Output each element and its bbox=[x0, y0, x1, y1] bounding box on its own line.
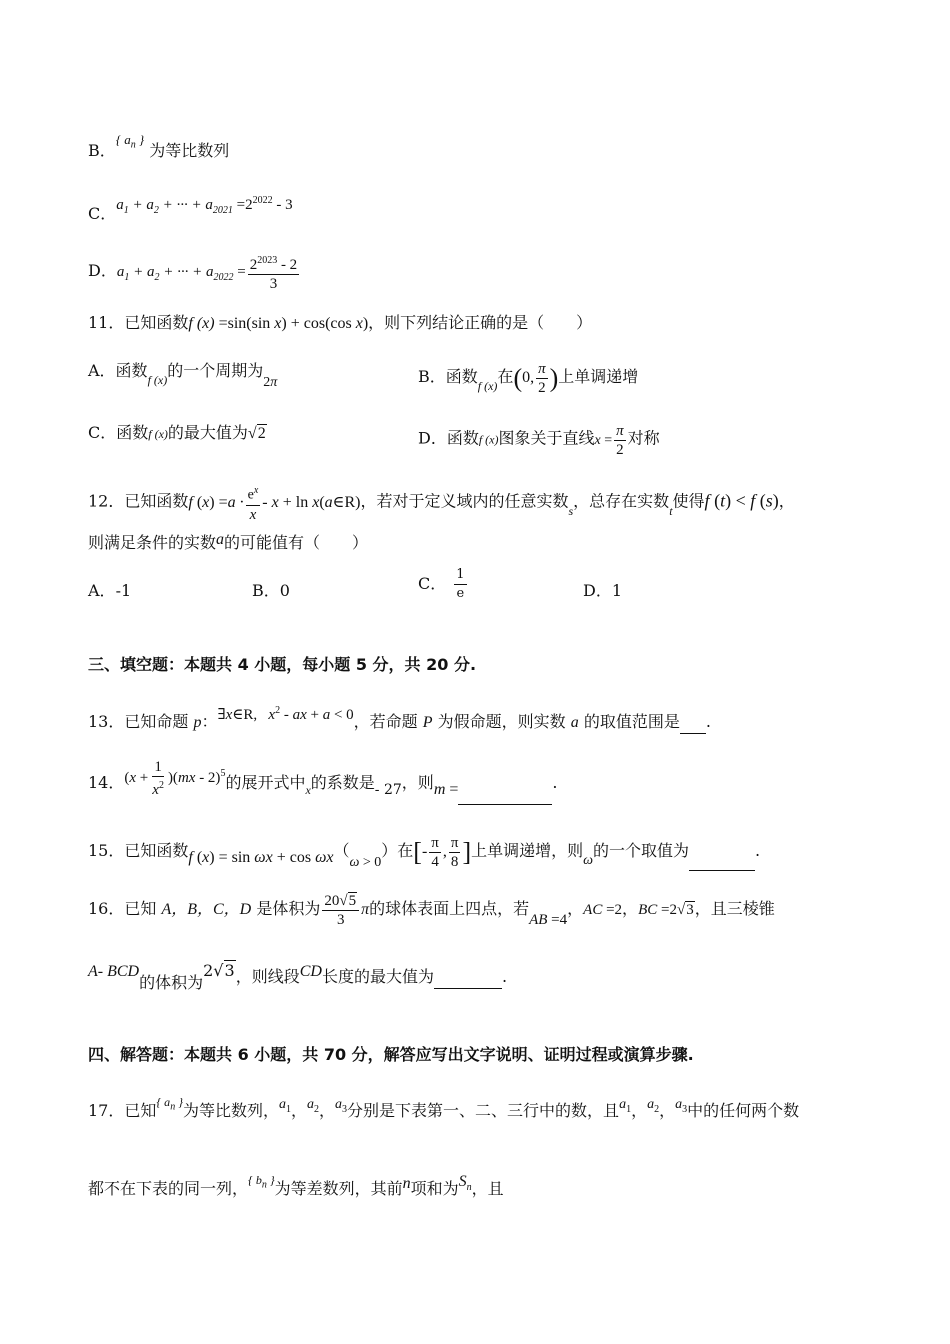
math-m-eq: m = bbox=[433, 780, 459, 798]
q17-line1: 17．已知$^{\{ a_n \}}$为等比数列，$a_1$，$a_2$，$a_3$分别是下表第一、二、三行中的数，且$a_1$，$a_2$，$a_3$中的任何两个数 bbox=[88, 1095, 800, 1120]
q17-line2: 都不在下表的同一列，$^{\{ b_n \}}$为等差数列，其前n项和为$S_n$，且 bbox=[88, 1173, 504, 1198]
math-fx: f (x) bbox=[477, 379, 498, 394]
math-a1-a2-a3: $a_1$ bbox=[279, 1097, 292, 1115]
math-a1-a2-a3-b: $a_1$ bbox=[619, 1097, 632, 1115]
math-cd: CD bbox=[299, 963, 322, 980]
math-f-exp: f (x) =a · $\frac{e^x}{x}$ - x + ln x(a∈R) bbox=[188, 494, 360, 511]
q16-line1: 16．已知 A，B，C，D 是体积为 $\frac{20√5}{3}$ π的球体表面上四点，若AB =4，AC =2，BC =2√3，且三棱锥 bbox=[88, 893, 775, 929]
q11-option-c: C．函数f (x)的最大值为√2 bbox=[88, 423, 266, 442]
q15: 15．已知函数f (x) = sin ωx + cos ωx（ω > 0）在[- $\frac{\pi}{4}$ , $\frac{\pi}{8}$ ]上单调递增，则ω的一个取值为 . bbox=[88, 835, 761, 871]
math-exists-x: ∃x∈R, $x^2$ - ax + a < 0 bbox=[217, 705, 354, 723]
math-a: a bbox=[216, 531, 225, 548]
q12-stem: 12．已知函数f (x) =a · $\frac{e^x}{x}$ - x + ln x(a∈R)，若对于定义域内的任意实数$_s$，总存在实数$_t$使得f (t) < f (s)， bbox=[88, 482, 795, 524]
q14: 14．(x + $\frac{1}{x^2}$ )(mx - 2)$^5$的展开式中$_x$的系数是- 27，则m = . bbox=[88, 764, 558, 805]
math-interval-pi: [- $\frac{\pi}{4}$ , $\frac{\pi}{8}$ ] bbox=[413, 835, 472, 870]
math-t: t bbox=[669, 503, 673, 518]
q12-option-c: C． $\frac{1}{e}$ bbox=[418, 567, 465, 601]
math-bn-set: { bn } bbox=[248, 1173, 275, 1191]
q16-line2: A- BCD的体积为2√3，则线段CD长度的最大值为 . bbox=[88, 961, 508, 992]
math-ac-eq-2: AC =2 bbox=[583, 902, 623, 919]
q10-option-d: D．$a_1 + a_2$ + ··· + $a_{2022}$ = $\frac{2^{2023} - 2}{3}$ bbox=[88, 252, 301, 293]
q12-option-a: A．-1 bbox=[88, 581, 132, 600]
math-sum-2022: $a_1 + a_2$ + ··· + $a_{2022}$ = $\frac{2^{2023} - 2}{3}$ bbox=[117, 264, 301, 280]
q12-option-d: D．1 bbox=[583, 581, 623, 600]
math-2sqrt3: 2√3 bbox=[203, 961, 235, 980]
answer-blank[interactable] bbox=[680, 733, 706, 734]
math-fx: f (x) bbox=[147, 373, 168, 387]
math-omega-gt-0: ω > 0 bbox=[349, 855, 382, 871]
math-binomial: (x + $\frac{1}{x^2}$ )(mx - 2)$^5$ bbox=[124, 759, 226, 798]
q13: 13．已知命题 p：∃x∈R, $x^2$ - ax + a < 0，若命题 P 为假命题，则实数 a 的取值范围是 . bbox=[88, 708, 711, 734]
math-neg27: - 27 bbox=[374, 781, 402, 798]
answer-blank[interactable] bbox=[458, 804, 552, 805]
math-bc-eq-2sqrt3: BC =2√3 bbox=[638, 902, 694, 919]
math-s: s bbox=[568, 503, 574, 518]
q12-option-b: B．0 bbox=[252, 581, 290, 600]
math-sphere-volume: $\frac{20√5}{3}$ π bbox=[324, 893, 370, 928]
q10-option-c: C．$a_1 + a_2$ + ··· + $a_{2021} =2^{2022} - 3$ bbox=[88, 195, 293, 223]
section-answer-heading: 四、解答题：本题共 6 小题，共 70 分，解答应写出文字说明、证明过程或演算步骤. bbox=[88, 1045, 694, 1064]
math-omega: ω bbox=[583, 853, 594, 869]
math-f-sin-omega: f (x) = sin ωx + cos ωx bbox=[188, 849, 334, 867]
math-ft-lt-fs: f (t) < f (s) bbox=[704, 490, 779, 511]
q11-stem: 11．已知函数f (x) =sin(sin x) + cos(cos x)，则下列结论正确的是（ ） bbox=[88, 313, 593, 332]
section-fill-in-heading: 三、填空题：本题共 4 小题，每小题 5 分，共 20 分. bbox=[88, 655, 477, 674]
q11-option-b: B．函数$_{f (x)}$在(0, $\frac{\pi}{2}$ )上单调递增 bbox=[418, 361, 639, 396]
math-an-set: { an } bbox=[156, 1095, 183, 1113]
q10-option-b: B．$^{\{ a_n \}}$ 为等比数列 bbox=[88, 132, 230, 160]
q11-option-a: A．函数$_{f (x)}$的一个周期为2π bbox=[88, 361, 278, 390]
math-x: x bbox=[305, 782, 311, 797]
math-an-set: { an } bbox=[115, 132, 145, 151]
answer-blank[interactable] bbox=[689, 870, 755, 871]
math-fx: f (x) bbox=[478, 432, 499, 447]
answer-blank[interactable] bbox=[434, 988, 502, 989]
math-1-over-e: $\frac{1}{e}$ bbox=[456, 567, 465, 601]
math-interval-0-pi2: (0, $\frac{\pi}{2}$ ) bbox=[513, 361, 559, 396]
math-a-bcd: A- BCD bbox=[88, 963, 140, 980]
math-n: n bbox=[402, 1175, 411, 1192]
math-sqrt2: √2 bbox=[247, 425, 266, 442]
math-fx: f (x) bbox=[148, 427, 168, 441]
math-sn: $S_n$ bbox=[458, 1173, 472, 1194]
math-ab-eq-4: AB =4 bbox=[529, 912, 568, 929]
math-f-sin-cos: f (x) =sin(sin x) + cos(cos x) bbox=[188, 315, 369, 332]
q12-line2: 则满足条件的实数a的可能值有（ ） bbox=[88, 531, 369, 552]
math-2pi: 2π bbox=[263, 375, 278, 390]
math-x-eq-pi2: x = $\frac{\pi}{2}$ bbox=[594, 423, 624, 458]
math-sum-2021: $a_1 + a_2$ + ··· + $a_{2021} =2^{2022} - 3$ bbox=[116, 195, 293, 216]
q11-option-d: D．函数f (x)图象关于直线x = $\frac{\pi}{2}$ 对称 bbox=[418, 423, 660, 458]
